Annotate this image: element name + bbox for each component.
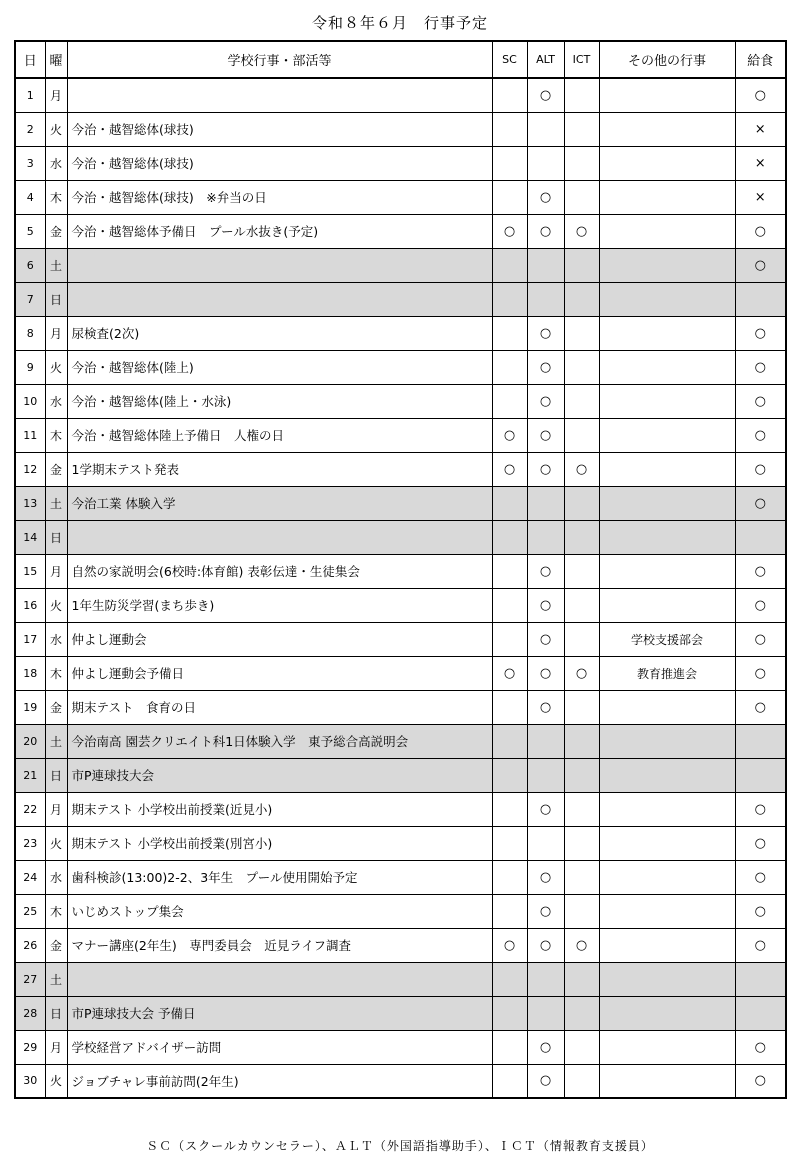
cell-day: 10	[15, 384, 45, 418]
cell-lunch	[735, 282, 786, 316]
cell-sc	[492, 350, 527, 384]
cell-events	[67, 282, 492, 316]
cell-day: 9	[15, 350, 45, 384]
cell-sc	[492, 554, 527, 588]
cell-events: 期末テスト 食育の日	[67, 690, 492, 724]
cell-other	[599, 520, 735, 554]
cell-sc	[492, 724, 527, 758]
cell-alt	[527, 996, 564, 1030]
cell-alt	[527, 962, 564, 996]
cell-lunch: ○	[735, 928, 786, 962]
cell-dow: 木	[45, 180, 67, 214]
table-row	[15, 248, 786, 282]
cell-ict	[564, 180, 599, 214]
cell-lunch: ○	[735, 588, 786, 622]
cell-events: 歯科検診(13:00)2-2、3年生 プール使用開始予定	[67, 860, 492, 894]
cell-alt: ○	[527, 418, 564, 452]
cell-day: 28	[15, 996, 45, 1030]
cell-other	[599, 826, 735, 860]
cell-alt: ○	[527, 622, 564, 656]
table-row	[15, 588, 786, 622]
table-row	[15, 520, 786, 554]
cell-day: 12	[15, 452, 45, 486]
cell-other	[599, 894, 735, 928]
cell-other	[599, 452, 735, 486]
cell-ict	[564, 112, 599, 146]
cell-dow: 火	[45, 1064, 67, 1098]
cell-dow: 水	[45, 146, 67, 180]
cell-lunch: ○	[735, 860, 786, 894]
cell-ict	[564, 316, 599, 350]
cell-day: 19	[15, 690, 45, 724]
cell-day: 6	[15, 248, 45, 282]
cell-alt: ○	[527, 180, 564, 214]
cell-lunch	[735, 996, 786, 1030]
cell-lunch: ○	[735, 1064, 786, 1098]
cell-dow: 土	[45, 962, 67, 996]
table-row	[15, 78, 786, 112]
cell-dow: 火	[45, 588, 67, 622]
cell-other	[599, 418, 735, 452]
cell-ict	[564, 146, 599, 180]
cell-day: 1	[15, 78, 45, 112]
cell-sc	[492, 486, 527, 520]
cell-other	[599, 724, 735, 758]
cell-alt: ○	[527, 554, 564, 588]
cell-other	[599, 248, 735, 282]
cell-day: 14	[15, 520, 45, 554]
cell-sc	[492, 282, 527, 316]
cell-ict	[564, 554, 599, 588]
cell-alt	[527, 282, 564, 316]
cell-lunch: ○	[735, 418, 786, 452]
cell-events: ジョブチャレ事前訪問(2年生)	[67, 1064, 492, 1098]
cell-alt	[527, 520, 564, 554]
cell-alt	[527, 248, 564, 282]
cell-lunch: ○	[735, 350, 786, 384]
cell-ict	[564, 1064, 599, 1098]
header-sc: SC	[492, 41, 527, 78]
cell-other	[599, 588, 735, 622]
cell-sc	[492, 520, 527, 554]
cell-dow: 日	[45, 282, 67, 316]
cell-alt	[527, 826, 564, 860]
cell-ict	[564, 690, 599, 724]
table-row	[15, 350, 786, 384]
header-lunch: 給食	[735, 41, 786, 78]
cell-alt	[527, 758, 564, 792]
cell-ict	[564, 860, 599, 894]
cell-sc	[492, 860, 527, 894]
cell-events: 学校経営アドバイザー訪問	[67, 1030, 492, 1064]
cell-sc: ○	[492, 928, 527, 962]
cell-day: 18	[15, 656, 45, 690]
cell-events: 今治・越智総体(陸上)	[67, 350, 492, 384]
cell-lunch: ×	[735, 146, 786, 180]
cell-dow: 木	[45, 894, 67, 928]
cell-day: 24	[15, 860, 45, 894]
cell-lunch: ○	[735, 792, 786, 826]
cell-alt	[527, 112, 564, 146]
table-row	[15, 928, 786, 962]
table-row	[15, 792, 786, 826]
cell-other: 教育推進会	[599, 656, 735, 690]
cell-sc: ○	[492, 418, 527, 452]
cell-other	[599, 1030, 735, 1064]
cell-events: 市P連球技大会 予備日	[67, 996, 492, 1030]
cell-other	[599, 282, 735, 316]
cell-sc	[492, 996, 527, 1030]
cell-dow: 金	[45, 928, 67, 962]
table-row	[15, 1030, 786, 1064]
cell-sc: ○	[492, 214, 527, 248]
table-row	[15, 758, 786, 792]
cell-sc	[492, 78, 527, 112]
cell-day: 4	[15, 180, 45, 214]
table-row	[15, 554, 786, 588]
cell-sc	[492, 146, 527, 180]
cell-alt: ○	[527, 860, 564, 894]
cell-lunch: ○	[735, 656, 786, 690]
cell-dow: 火	[45, 350, 67, 384]
cell-alt: ○	[527, 384, 564, 418]
cell-other	[599, 996, 735, 1030]
cell-alt	[527, 486, 564, 520]
cell-dow: 月	[45, 792, 67, 826]
page-title: 令和８年６月 行事予定	[311, 14, 488, 32]
cell-events: 市P連球技大会	[67, 758, 492, 792]
cell-day: 26	[15, 928, 45, 962]
cell-lunch: ○	[735, 214, 786, 248]
cell-lunch: ○	[735, 78, 786, 112]
cell-dow: 土	[45, 724, 67, 758]
cell-alt: ○	[527, 1030, 564, 1064]
cell-events: 尿検査(2次)	[67, 316, 492, 350]
cell-sc	[492, 758, 527, 792]
cell-other	[599, 554, 735, 588]
cell-day: 22	[15, 792, 45, 826]
cell-sc	[492, 180, 527, 214]
table-row	[15, 690, 786, 724]
cell-ict	[564, 248, 599, 282]
cell-dow: 水	[45, 860, 67, 894]
cell-ict	[564, 724, 599, 758]
cell-events	[67, 520, 492, 554]
table-row	[15, 894, 786, 928]
cell-day: 15	[15, 554, 45, 588]
cell-day: 11	[15, 418, 45, 452]
cell-dow: 日	[45, 758, 67, 792]
cell-sc	[492, 792, 527, 826]
cell-ict	[564, 350, 599, 384]
cell-day: 8	[15, 316, 45, 350]
cell-ict	[564, 384, 599, 418]
cell-day: 5	[15, 214, 45, 248]
cell-other	[599, 316, 735, 350]
cell-events: 自然の家説明会(6校時:体育館) 表彰伝達・生徒集会	[67, 554, 492, 588]
cell-alt	[527, 146, 564, 180]
table-row	[15, 996, 786, 1030]
cell-ict	[564, 962, 599, 996]
cell-day: 20	[15, 724, 45, 758]
cell-sc	[492, 622, 527, 656]
table-row	[15, 112, 786, 146]
cell-other	[599, 146, 735, 180]
table-row	[15, 214, 786, 248]
cell-ict	[564, 758, 599, 792]
cell-lunch: ×	[735, 112, 786, 146]
cell-day: 16	[15, 588, 45, 622]
cell-alt: ○	[527, 350, 564, 384]
cell-sc	[492, 248, 527, 282]
cell-day: 7	[15, 282, 45, 316]
cell-day: 2	[15, 112, 45, 146]
cell-day: 30	[15, 1064, 45, 1098]
cell-day: 29	[15, 1030, 45, 1064]
cell-alt: ○	[527, 452, 564, 486]
cell-ict	[564, 418, 599, 452]
cell-other	[599, 928, 735, 962]
table-row	[15, 486, 786, 520]
cell-events: 今治・越智総体(陸上・水泳)	[67, 384, 492, 418]
table-row	[15, 1064, 786, 1098]
cell-dow: 月	[45, 78, 67, 112]
cell-dow: 火	[45, 112, 67, 146]
cell-sc: ○	[492, 656, 527, 690]
cell-dow: 水	[45, 384, 67, 418]
header-dow: 曜	[45, 41, 67, 78]
cell-ict	[564, 894, 599, 928]
cell-other	[599, 78, 735, 112]
table-row	[15, 384, 786, 418]
cell-alt	[527, 724, 564, 758]
cell-sc	[492, 690, 527, 724]
cell-alt: ○	[527, 588, 564, 622]
cell-day: 13	[15, 486, 45, 520]
cell-lunch: ○	[735, 316, 786, 350]
cell-ict	[564, 588, 599, 622]
cell-dow: 金	[45, 690, 67, 724]
cell-other	[599, 690, 735, 724]
cell-ict: ○	[564, 928, 599, 962]
table-row	[15, 724, 786, 758]
cell-ict: ○	[564, 452, 599, 486]
cell-ict: ○	[564, 656, 599, 690]
cell-sc	[492, 894, 527, 928]
cell-alt: ○	[527, 316, 564, 350]
cell-dow: 日	[45, 520, 67, 554]
cell-events	[67, 962, 492, 996]
schedule-table	[14, 40, 787, 1099]
table-row	[15, 962, 786, 996]
cell-lunch	[735, 758, 786, 792]
cell-events: 今治・越智総体(球技)	[67, 112, 492, 146]
cell-other	[599, 962, 735, 996]
cell-ict: ○	[564, 214, 599, 248]
cell-lunch	[735, 724, 786, 758]
cell-events: 1学期末テスト発表	[67, 452, 492, 486]
header-alt: ALT	[527, 41, 564, 78]
cell-events: 期末テスト 小学校出前授業(近見小)	[67, 792, 492, 826]
cell-other	[599, 486, 735, 520]
cell-ict	[564, 622, 599, 656]
cell-day: 3	[15, 146, 45, 180]
cell-lunch: ○	[735, 622, 786, 656]
cell-other	[599, 384, 735, 418]
table-row	[15, 316, 786, 350]
cell-day: 21	[15, 758, 45, 792]
table-row	[15, 180, 786, 214]
cell-lunch: ○	[735, 894, 786, 928]
cell-sc	[492, 1030, 527, 1064]
table-row	[15, 656, 786, 690]
table-row	[15, 146, 786, 180]
cell-events: マナー講座(2年生) 専門委員会 近見ライフ調査	[67, 928, 492, 962]
cell-sc: ○	[492, 452, 527, 486]
cell-lunch: ×	[735, 180, 786, 214]
cell-events: 仲よし運動会予備日	[67, 656, 492, 690]
cell-lunch: ○	[735, 1030, 786, 1064]
cell-dow: 月	[45, 316, 67, 350]
cell-other: 学校支援部会	[599, 622, 735, 656]
footer-note: ＳＣ（スクールカウンセラー）、ＡＬＴ（外国語指導助手）、ＩＣＴ（情報教育支援員）	[146, 1139, 654, 1153]
cell-dow: 火	[45, 826, 67, 860]
cell-events: 今治・越智総体陸上予備日 人権の日	[67, 418, 492, 452]
header-other: その他の行事	[599, 41, 735, 78]
cell-day: 27	[15, 962, 45, 996]
cell-other	[599, 180, 735, 214]
cell-sc	[492, 384, 527, 418]
header-day: 日	[15, 41, 45, 78]
cell-events: 今治・越智総体予備日 プール水抜き(予定)	[67, 214, 492, 248]
cell-lunch: ○	[735, 384, 786, 418]
cell-dow: 金	[45, 214, 67, 248]
cell-dow: 土	[45, 486, 67, 520]
cell-alt: ○	[527, 928, 564, 962]
header-ict: ICT	[564, 41, 599, 78]
cell-other	[599, 792, 735, 826]
cell-dow: 月	[45, 1030, 67, 1064]
cell-dow: 水	[45, 622, 67, 656]
cell-sc	[492, 826, 527, 860]
cell-lunch: ○	[735, 826, 786, 860]
cell-other	[599, 214, 735, 248]
cell-events: 今治工業 体験入学	[67, 486, 492, 520]
cell-sc	[492, 588, 527, 622]
cell-alt: ○	[527, 690, 564, 724]
table-row	[15, 452, 786, 486]
header-events: 学校行事・部活等	[67, 41, 492, 78]
table-row	[15, 282, 786, 316]
cell-ict	[564, 282, 599, 316]
cell-events: 今治・越智総体(球技)	[67, 146, 492, 180]
cell-dow: 金	[45, 452, 67, 486]
cell-ict	[564, 486, 599, 520]
cell-lunch	[735, 520, 786, 554]
cell-other	[599, 758, 735, 792]
cell-events	[67, 78, 492, 112]
cell-day: 25	[15, 894, 45, 928]
cell-events: 期末テスト 小学校出前授業(別宮小)	[67, 826, 492, 860]
cell-dow: 木	[45, 418, 67, 452]
cell-other	[599, 860, 735, 894]
cell-alt: ○	[527, 78, 564, 112]
cell-events: 今治南高 園芸クリエイト科1日体験入学 東予総合高説明会	[67, 724, 492, 758]
table-row	[15, 826, 786, 860]
table-row	[15, 860, 786, 894]
cell-sc	[492, 112, 527, 146]
cell-lunch: ○	[735, 452, 786, 486]
cell-ict	[564, 826, 599, 860]
cell-dow: 木	[45, 656, 67, 690]
cell-dow: 日	[45, 996, 67, 1030]
table-row	[15, 622, 786, 656]
cell-ict	[564, 1030, 599, 1064]
cell-ict	[564, 792, 599, 826]
cell-ict	[564, 996, 599, 1030]
table-row	[15, 418, 786, 452]
cell-alt: ○	[527, 792, 564, 826]
cell-ict	[564, 520, 599, 554]
cell-alt: ○	[527, 894, 564, 928]
cell-lunch	[735, 962, 786, 996]
cell-other	[599, 350, 735, 384]
cell-sc	[492, 1064, 527, 1098]
cell-dow: 月	[45, 554, 67, 588]
cell-other	[599, 1064, 735, 1098]
cell-sc	[492, 962, 527, 996]
cell-events: 今治・越智総体(球技) ※弁当の日	[67, 180, 492, 214]
cell-events: いじめストップ集会	[67, 894, 492, 928]
cell-other	[599, 112, 735, 146]
cell-alt: ○	[527, 656, 564, 690]
cell-lunch: ○	[735, 554, 786, 588]
cell-ict	[564, 78, 599, 112]
cell-day: 17	[15, 622, 45, 656]
cell-alt: ○	[527, 1064, 564, 1098]
cell-alt: ○	[527, 214, 564, 248]
table-header-row	[15, 41, 786, 78]
cell-lunch: ○	[735, 248, 786, 282]
cell-day: 23	[15, 826, 45, 860]
cell-events: 1年生防災学習(まち歩き)	[67, 588, 492, 622]
cell-sc	[492, 316, 527, 350]
cell-lunch: ○	[735, 486, 786, 520]
cell-lunch: ○	[735, 690, 786, 724]
cell-events	[67, 248, 492, 282]
cell-dow: 土	[45, 248, 67, 282]
cell-events: 仲よし運動会	[67, 622, 492, 656]
